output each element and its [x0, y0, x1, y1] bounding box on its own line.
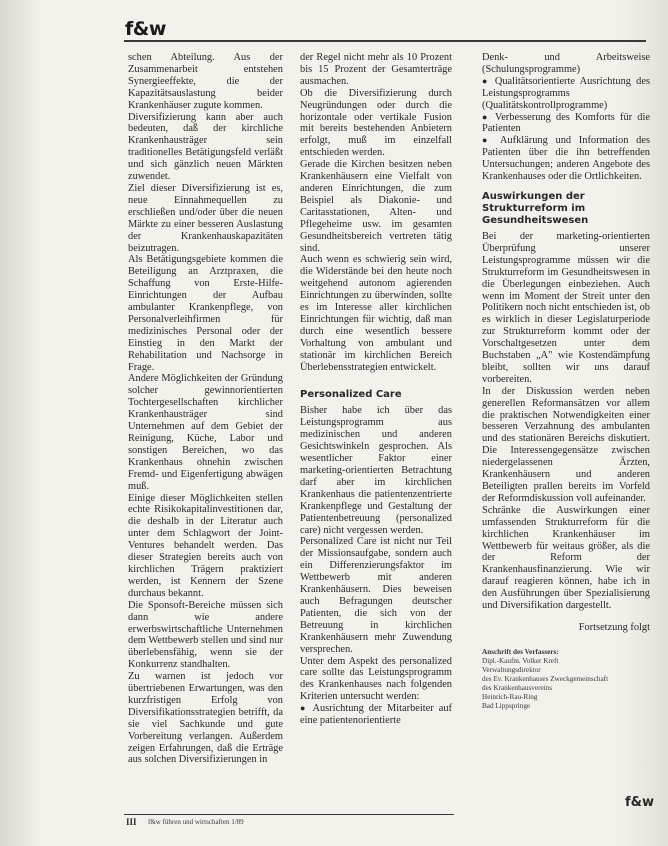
address-line: Heinrich-Rau-Ring — [482, 692, 538, 701]
paragraph: Gerade die Kirchen besitzen neben Krankenhäusern eine Vielfalt von anderen Einrichtungen, die zum Beispiel als Diakonie- und Caritasstationen, Alten- und Pflegeheime usw. im gesamten Gesundheitsbereich vertreten tätig sind. — [300, 159, 452, 254]
paragraph: In der Diskussion werden neben generellen Reformansätzen vor allem die praktischen Notwendigkeiten einer besseren Verzahnung des ambulanten und des stationären Bereichs diskutiert. Die Interessengegensätze zwischen niedergelassenen Ärzten, Krankenhäusern und anderen Beteiligten prallen bereits im Vorfeld der Reformdiskussion voll aufeinander. — [482, 385, 650, 504]
section-heading-personalized-care: Personalized Care — [300, 389, 402, 401]
article-column-2 — [300, 52, 452, 727]
paragraph: Bisher habe ich über das Leistungsprogramm aus medizinischen und anderen Gesichtswinkeln gesprochen. Als wesentlicher Faktor einer marketing-orientierten Betrachtung darf aber im kirchlichen Krankenhaus die patientenzentrierte Krankenpflege und Gestaltung der Patientenbetreuung (personalized care) nicht vergessen werden. — [300, 405, 452, 536]
paragraph: Ob die Diversifizierung durch Neugründungen oder durch die horizontale oder vertikale Fusion mit bereits bestehenden Anbietern erfolgt, muß im einzelfall entschieden werden. — [300, 87, 452, 159]
address-title: Anschrift des Verfassers: — [482, 647, 559, 656]
address-line: Dipl.-Kaufm. Volker Kreft — [482, 656, 559, 665]
paragraph: Schränke die Auswirkungen einer umfassenden Strukturreform für die kirchlichen Krankenhäuser im Wettbewerb für weitaus größer, als die der Reform der Krankenhausfinanzierung. Wie wir darauf reagieren können, habe ich in den Ausführungen über Spezialisierung und Diversifikation dargestellt. — [482, 504, 650, 612]
address-line: des Krankenhausvereins — [482, 683, 553, 692]
footer-logo: f&w — [625, 795, 655, 810]
paragraph: Einige dieser Möglichkeiten stellen echte Risikokapitalinvestitionen dar, die deshalb in der Literatur auch unter dem Schlagwort der Joint-Ventures behandelt werden. Das dieser Strategien bereits auch von kirchlichen Trägern praktiziert werden, ist Kennern der Szene durchaus bekannt. — [128, 492, 283, 599]
address-line: Verwaltungsdirektor — [482, 665, 541, 674]
paragraph: Bei der marketing-orientierten Überprüfung unserer Leistungsprogramme müssen wir die Strukturreform im Gesundheitswesen in die Überlegungen einbeziehen. Auch wenn im Moment der Streit unter den Politikern noch nicht entschieden ist, ob es wirklich in dieser Legislaturperiode zur Strukturreform kommt oder der Vorschaltgesetzen unter dem Buchstaben „A" wie Kostendämpfung bleibt, sollten wir uns darauf vorbereiten. — [482, 230, 650, 385]
bullet-item: ● Verbesserung des Komforts für die Patienten — [482, 112, 650, 136]
paragraph: Ziel dieser Diversifizierung ist es, neue Einnahmequellen zu erschließen und/oder über die neuen Märkte zu einer besseren Auslastung der Krankenhauskapazitäten beizutragen. — [128, 182, 283, 254]
page-number: III — [126, 817, 137, 827]
paragraph: Personalized Care ist nicht nur Teil der Missionsaufgabe, sondern auch ein Differenzierungsfaktor im Wettbewerb mit anderen Krankenhäusern. Dies beweisen auch Befragungen deutscher Patienten, die sich von der Betreuung in kirchlichen Krankenhäusern mehr Zuwendung versprechen. — [300, 536, 452, 655]
footer-magazine-title: f&w führen und wirtschaften 1/89 — [148, 818, 244, 826]
paragraph: Diversifizierung kann aber auch bedeuten, daß der kirchliche Krankenhausträger sein traditionelles Betätigungsfeld verläßt und sich gänzlich neuen Märkten zuwendet. — [128, 111, 283, 183]
paragraph: der Regel nicht mehr als 10 Prozent bis 15 Prozent der Gesamterträge ausmachen. — [300, 52, 452, 87]
magazine-logo: f&w — [125, 18, 166, 40]
paragraph: Die Sponsoft-Bereiche müssen sich dann wie andere erwerbswirtschaftliche Unternehmen dem Wettbewerb stellen und sind nur überlebensfähig, wenn sie der Konkurrenz standhalten. — [128, 599, 283, 671]
continued-note: Fortsetzung folgt — [578, 621, 650, 633]
paragraph: schen Abteilung. Aus der Zusammenarbeit entstehen Synergieeffekte, die der Kapazitätsauslastung beider Krankenhäuser zugute kommen. — [128, 52, 283, 111]
paragraph: Auch wenn es schwierig sein wird, die Widerstände bei den heute noch weitgehend autonom agierenden Einrichtungen zu überwinden, sollte es im Interesse aller kirchlichen Einrichtungen für wichtig, daß man durch eine wesentlich bessere Vorhaltung von ambulant und stationär im kirchlichen Bereich Überlebensstrategien entwickelt. — [300, 254, 452, 373]
spacer — [300, 373, 452, 381]
address-line: Bad Lippspringe — [482, 701, 531, 710]
paragraph: Als Betätigungsgebiete kommen die Beteiligung an Arztpraxen, die Schaffung von Erste-Hilfe-Einrichtungen der Aufbau ambulanter Krankenpflege, von Personalverleihfirmen für medizinisches Personal oder der Einstieg in den Markt der Rehabilitation und Nachsorge in Frage. — [128, 254, 283, 373]
bullet-item: ● Aufklärung und Information des Patienten über die ihn betreffenden Untersuchungen; anderen Angebote des Krankenhauses oder die Ortlichkeiten. — [482, 135, 650, 183]
paragraph: Zu warnen ist jedoch vor übertriebenen Erwartungen, was den kurzfristigen Erfolg von Diversifikationsstrategien betrifft, da sie viel Sachkunde und gute Vorbereitung verlangen. Außerdem zeigen Erfahrungen, daß die Erträge aus solchen Diversifizierungen in — [128, 671, 283, 766]
section-heading-strukturreform: Auswirkungen der Strukturreform im Gesundheitswesen — [482, 190, 589, 226]
paragraph: Unter dem Aspekt des personalized care sollte das Leistungsprogramm des Krankenhauses nach folgenden Kriterien untersucht werden: — [300, 655, 452, 703]
article-column-1 — [128, 52, 283, 766]
paragraph: Andere Möglichkeiten der Gründung solcher gewinnorientierten Tochtergesellschaften kirchlicher Krankenhausträger sind Unternehmen auf dem Gebiet der Reinigung, Küche, Labor und sonstigen Bereichen, wo das Krankenhaus ohnehin zwischen Fremd- und Eigenfertigung abwägen muß. — [128, 373, 283, 492]
bullet-item: ● Qualitätsorientierte Ausrichtung des Leistungsprogramms (Qualitätskontrollprogramme) — [482, 76, 650, 112]
footer-rule — [124, 814, 454, 815]
article-column-3 — [482, 52, 650, 711]
header-rule — [124, 40, 646, 42]
address-line: des Ev. Krankenhauses Zweckgemeinschaft — [482, 674, 609, 683]
paragraph: Denk- und Arbeitsweise (Schulungsprogramme) — [482, 52, 650, 75]
author-address — [482, 648, 650, 711]
bullet-item: ● Ausrichtung der Mitarbeiter auf eine patientenorientierte — [300, 703, 452, 727]
